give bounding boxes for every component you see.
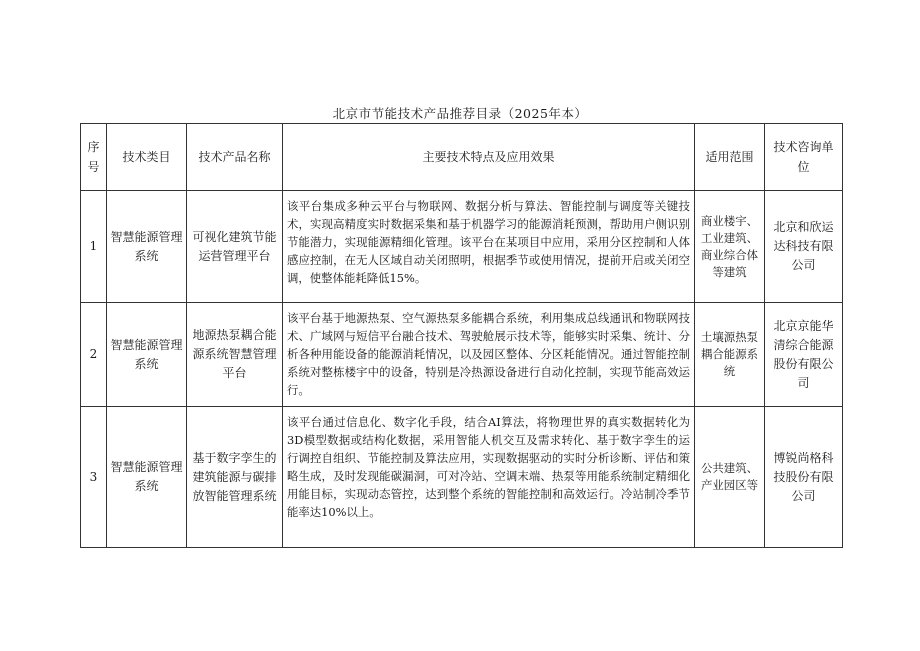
header-features: 主要技术特点及应用效果 — [283, 124, 695, 191]
row-unit: 北京和欣运达科技有限公司 — [765, 191, 843, 303]
row-scope: 公共建筑、产业园区等 — [695, 407, 765, 548]
header-category: 技术类目 — [107, 124, 187, 191]
row-product: 地源热泵耦合能源系统智慧管理平台 — [187, 303, 283, 407]
row-unit: 北京京能华清综合能源股份有限公司 — [765, 303, 843, 407]
row-unit: 博锐尚格科技股份有限公司 — [765, 407, 843, 548]
catalog-table — [80, 123, 843, 548]
row-scope: 土壤源热泵耦合能源系统 — [695, 303, 765, 407]
header-no: 序号 — [81, 124, 107, 191]
header-unit: 技术咨询单位 — [765, 124, 843, 191]
row-category: 智慧能源管理系统 — [107, 407, 187, 548]
row-category: 智慧能源管理系统 — [107, 303, 187, 407]
row-product: 基于数字孪生的建筑能源与碳排放智能管理系统 — [187, 407, 283, 548]
row-features: 该平台通过信息化、数字化手段，结合AI算法，将物理世界的真实数据转化为3D模型数据或结构化数据，采用智能人机交互及需求转化、基于数字孪生的运行调控自组织、节能控制及算法应用，实现数据驱动的实时分析诊断、评估和策略生成，及时发现能碳漏洞，可对冷站、空调末端、热泵等用能系统制定精细化用能目标，实现动态管控，达到整个系统的智能控制和高效运行。冷站制冷季节能率达10%以上。 — [283, 407, 695, 548]
table-row — [81, 407, 843, 548]
row-no: 3 — [81, 407, 107, 548]
row-category: 智慧能源管理系统 — [107, 191, 187, 303]
row-no: 2 — [81, 303, 107, 407]
row-product: 可视化建筑节能运营管理平台 — [187, 191, 283, 303]
row-no: 1 — [81, 191, 107, 303]
table-row — [81, 303, 843, 407]
header-scope: 适用范围 — [695, 124, 765, 191]
table-row — [81, 191, 843, 303]
row-features: 该平台基于地源热泵、空气源热泵多能耦合系统，利用集成总线通讯和物联网技术、广域网与短信平台融合技术、驾驶舱展示技术等，能够实时采集、统计、分析各种用能设备的能源消耗情况，以及园区整体、分区耗能情况。通过智能控制系统对整栋楼宇中的设备，特别是冷热源设备进行自动化控制，实现节能高效运行。 — [283, 303, 695, 407]
document-title: 北京市节能技术产品推荐目录（2025年本） — [332, 106, 588, 121]
row-features: 该平台集成多种云平台与物联网、数据分析与算法、智能控制与调度等关键技术，实现高精度实时数据采集和基于机器学习的能源消耗预测，帮助用户侧识别节能潜力，实现能源精细化管理。该平台在某项目中应用，采用分区控制和人体感应控制，在无人区域自动关闭照明，根据季节或使用情况，提前开启或关闭空调，使整体能耗降低15%。 — [283, 191, 695, 303]
row-scope: 商业楼宇、工业建筑、商业综合体等建筑 — [695, 191, 765, 303]
table-header-row — [81, 124, 843, 191]
header-product: 技术产品名称 — [187, 124, 283, 191]
